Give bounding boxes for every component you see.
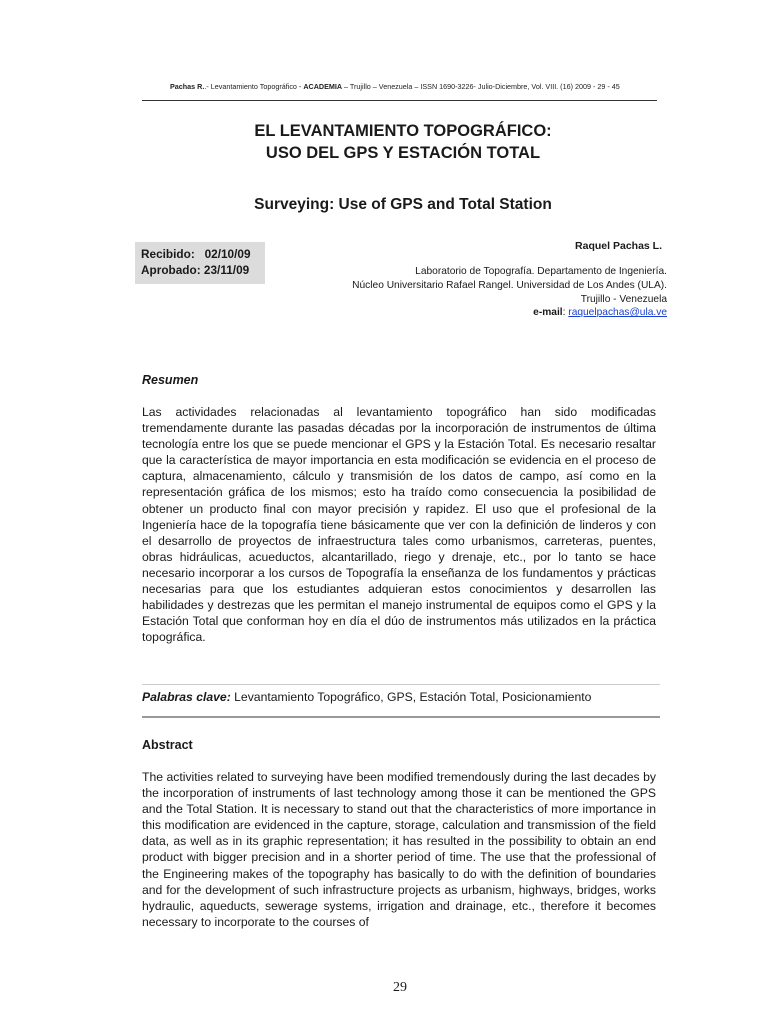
resumen-text: Las actividades relacionadas al levantamiento topográfico han sido modificadas tremendamente durante las pasadas décadas por la incorporación de instrumentos de última tecnología entre los que se puede mencionar el GPS y la Estación Total. Es necesario resaltar que la característica de mayor importancia en esta modificación se evidencia en el proceso de captura, almacenamiento, cálculo y transmisión de los datos de campo, así como en la representación gráfica de los mismos; esto ha traído como consecuencia la posibilidad de obtener un producto final con mayor precisión y rapidez. El uso que el profesional de la Ingeniería hace de la topografía tiene básicamente que ver con la definición de linderos y con el desarrollo de proyectos de infraestructura tales como urbanismos, carreteras, puentes, obras hidráulicas, acueductos, alcantarillado, riego y drenaje, etc., por lo tanto se hace necesario incorporar a los cursos de Topografía la enseñanza de los fundamentos y prácticas necesarias para que los estudiantes adquieran estos conocimientos y desarrollen las habilidades y destrezas que les permitan el manejo instrumental de equipos como el GPS y la Estación Total que conforman hoy en día el dúo de instrumentos más utilizados en la práctica topográfica. [142,405,656,645]
affiliation [267,265,667,320]
resumen-heading: Resumen [142,373,199,387]
approved-value: 23/11/09 [203,263,250,277]
abstract-text: The activities related to surveying have been modified tremendously during the last decades by the incorporation of instruments of last technology among those it can be mentioned the GPS and the Total Station. It is necessary to stand out that the characteristics of more importance in this modification are evidenced in the capture, storage, calculation and transmission of the field data, as well as in its graphic representation; it has resulted in the possibility to obtain an end product with bigger precision and in a shorter period of time. The use that the professional of the Engineering makes of the topography has basically to do with the definition of boundaries and for the development of such infrastructure projects as urbanism, highways, bridges, works hydraulic, aqueducts, sewerage systems, irrigation and drainage, etc., therefore it becomes necessary to incorporate to the courses of [142,770,656,929]
affiliation-line-2: Núcleo Universitario Rafael Rangel. Universidad de Los Andes (ULA). [352,279,667,291]
keywords-text: Levantamiento Topográfico, GPS, Estación Total, Posicionamiento [230,690,592,704]
received-value: 02/10/09 [204,247,251,261]
header-text-2: – Trujillo – Venezuela – ISSN 1690-3226- Julio-Diciembre, Vol. VIII. (16) 2009 - 29 - 45 [342,82,620,91]
affiliation-line-3: Trujillo - Venezuela [580,293,667,305]
email-label: e-mail [533,307,563,319]
abstract-heading: Abstract [142,738,193,752]
running-header [170,82,650,91]
dates-box [135,242,265,284]
approved-label: Aprobado: [141,263,201,277]
received-label: Recibido: [141,247,195,261]
title-line-1: EL LEVANTAMIENTO TOPOGRÁFICO: [254,122,552,140]
keywords-label: Palabras clave: [142,690,231,704]
received-date [141,246,265,262]
header-journal: ACADEMIA [303,82,343,91]
affiliation-line-1: Laboratorio de Topografía. Departamento de Ingeniería. [415,266,667,277]
author-name: Raquel Pachas L. [575,240,662,252]
email-line: e-mail: raquelpachas@ula.ve [533,307,667,319]
approved-date [141,262,265,278]
email-link[interactable]: raquelpachas@ula.ve [568,307,667,319]
paper-subtitle: Surveying: Use of GPS and Total Station [254,196,552,213]
header-author: Pachas R. [170,82,205,91]
page-number: 29 [393,980,407,995]
header-rule [142,100,657,101]
header-text-1: .- Levantamiento Topográfico - [204,82,304,91]
title-line-2: USO DEL GPS Y ESTACIÓN TOTAL [265,144,541,162]
paper-title [142,120,664,164]
keywords-box [142,684,660,718]
